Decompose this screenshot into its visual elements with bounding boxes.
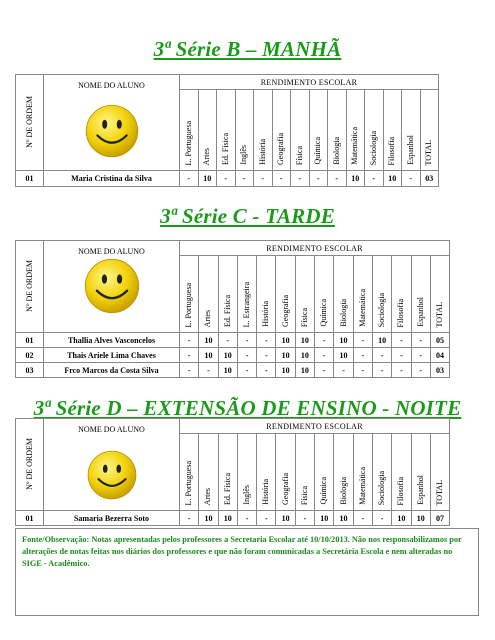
grade-cell: 10	[218, 363, 237, 378]
grade-cell: 10	[295, 363, 314, 378]
grade-cell: -	[218, 333, 237, 348]
subject-header: Química	[315, 256, 334, 333]
total-cell: 03	[430, 363, 449, 378]
grade-cell: -	[180, 363, 199, 378]
student-name: Thais Ariele Lima Chaves	[44, 348, 180, 363]
subject-header: Filosofia	[383, 90, 402, 171]
section-title: 3ª Série C - TARDE	[160, 204, 335, 228]
grade-cell: -	[353, 333, 372, 348]
grade-cell: 10	[295, 348, 314, 363]
grade-cell: -	[180, 333, 199, 348]
subject-header: História	[257, 434, 276, 511]
grade-cell: -	[353, 363, 372, 378]
subject-header: L. Portuguesa	[180, 434, 199, 511]
total-cell: 04	[430, 348, 449, 363]
grade-cell: -	[328, 171, 347, 187]
grade-cell: 10	[372, 333, 391, 348]
subject-header: Biologia	[334, 256, 353, 333]
grade-cell: 10	[276, 363, 295, 378]
student-name: Thallia Alves Vasconcelos	[44, 333, 180, 348]
subject-header: Sociologia	[365, 90, 384, 171]
subject-header: Biologia	[328, 90, 347, 171]
grade-cell: -	[315, 333, 334, 348]
subject-header: Sociologia	[372, 256, 391, 333]
grade-cell: -	[180, 511, 199, 526]
grade-cell: 10	[276, 333, 295, 348]
col-header-ordem: Nº DE ORDEM	[16, 419, 44, 511]
grade-cell: 10	[346, 171, 365, 187]
grade-cell: 10	[392, 511, 411, 526]
grade-cell: -	[309, 171, 328, 187]
table-row	[16, 171, 439, 187]
grades-table	[15, 74, 439, 187]
grade-cell: -	[411, 333, 430, 348]
subject-header: Inglês	[237, 434, 256, 511]
subject-header: Química	[309, 90, 328, 171]
grade-cell: -	[257, 333, 276, 348]
subject-header: Física	[291, 90, 310, 171]
row-number: 01	[16, 511, 44, 526]
grade-cell: -	[365, 171, 384, 187]
grades-table	[15, 240, 450, 378]
grade-cell: -	[237, 511, 256, 526]
grade-cell: -	[372, 511, 391, 526]
subject-header: Filosofia	[392, 256, 411, 333]
grade-table	[15, 240, 450, 378]
nome-label: NOME DO ALUNO	[78, 247, 145, 256]
grade-cell: -	[291, 171, 310, 187]
col-header-ordem: Nº DE ORDEM	[16, 241, 44, 333]
subject-header: TOTAL	[430, 434, 449, 511]
grade-cell: 10	[383, 171, 402, 187]
subject-header: História	[257, 256, 276, 333]
footer-note: Fonte/Observação: Notas apresentadas pelos professores a Secretaria Escolar até 10/10/2013. Não nos responsabilizamos por alterações de notas feitas nos diários dos professores e que não foram comunicadas a Secretária Escola e nem alteradas no SIGE - Acadêmico.	[15, 528, 479, 616]
grade-cell: -	[411, 363, 430, 378]
student-name: Frco Marcos da Costa Silva	[44, 363, 180, 378]
grade-cell: -	[372, 348, 391, 363]
grade-cell: 10	[218, 511, 237, 526]
subject-header: Espanhol	[411, 434, 430, 511]
grade-cell: 10	[218, 348, 237, 363]
total-cell: 05	[430, 333, 449, 348]
subject-header: Matemática	[353, 256, 372, 333]
table-row	[16, 511, 450, 526]
subject-header: Ed. Física	[218, 256, 237, 333]
grade-cell: 10	[334, 333, 353, 348]
grade-table	[15, 418, 450, 526]
row-number: 03	[16, 363, 44, 378]
subject-header: Física	[295, 434, 314, 511]
student-name: Samaria Bezerra Soto	[44, 511, 180, 526]
smiley-icon	[84, 103, 140, 161]
subject-header: Matemática	[346, 90, 365, 171]
grade-cell: -	[372, 363, 391, 378]
row-number: 02	[16, 348, 44, 363]
smiley-icon	[83, 257, 141, 317]
grade-cell: 10	[295, 333, 314, 348]
grade-cell: -	[217, 171, 236, 187]
grade-cell: -	[257, 348, 276, 363]
grade-cell: -	[315, 363, 334, 378]
nome-label: NOME DO ALUNO	[78, 425, 145, 434]
grade-cell: -	[392, 348, 411, 363]
grades-table	[15, 418, 450, 526]
subject-header: Sociologia	[372, 434, 391, 511]
subject-header: Química	[315, 434, 334, 511]
grade-cell: 10	[199, 333, 218, 348]
subject-header: Física	[295, 256, 314, 333]
grade-cell: 10	[199, 348, 218, 363]
grade-cell: -	[295, 511, 314, 526]
nome-label: NOME DO ALUNO	[78, 81, 145, 90]
col-header-nome	[44, 75, 180, 171]
table-row	[16, 348, 450, 363]
section-title: 3ª Série B – MANHÃ	[153, 37, 342, 61]
total-cell: 07	[430, 511, 449, 526]
rendimento-header: RENDIMENTO ESCOLAR	[180, 241, 450, 256]
smiley-icon	[86, 449, 138, 503]
grade-cell: -	[392, 333, 411, 348]
grade-cell: 10	[315, 511, 334, 526]
grade-cell: -	[353, 348, 372, 363]
subject-header: TOTAL	[420, 90, 439, 171]
grade-cell: 10	[199, 511, 218, 526]
section-title: 3ª Série D – EXTENSÃO DE ENSINO - NOITE	[33, 396, 462, 420]
grade-cell: -	[237, 333, 256, 348]
grade-table	[15, 74, 439, 187]
grade-cell: 10	[334, 511, 353, 526]
table-row	[16, 333, 450, 348]
table-row	[16, 363, 450, 378]
subject-header: Ed. Física	[218, 434, 237, 511]
subject-header: L. Estrangeira	[237, 256, 256, 333]
subject-header: Espanhol	[411, 256, 430, 333]
grade-cell: -	[199, 363, 218, 378]
grade-cell: -	[180, 171, 199, 187]
subject-header: Inglês	[235, 90, 254, 171]
row-number: 01	[16, 171, 44, 187]
grade-cell: -	[411, 348, 430, 363]
subject-header: Espanhol	[402, 90, 421, 171]
grade-cell: 10	[276, 511, 295, 526]
subject-header: TOTAL	[430, 256, 449, 333]
subject-header: Ed. Física	[217, 90, 236, 171]
grade-cell: -	[272, 171, 291, 187]
subject-header: Artes	[199, 256, 218, 333]
subject-header: L. Portuguesa	[180, 256, 199, 333]
grade-cell: -	[257, 363, 276, 378]
row-number: 01	[16, 333, 44, 348]
grade-cell: -	[315, 348, 334, 363]
grade-cell: -	[353, 511, 372, 526]
rendimento-header: RENDIMENTO ESCOLAR	[180, 75, 439, 90]
grade-cell: 10	[411, 511, 430, 526]
grade-cell: -	[402, 171, 421, 187]
grade-cell: -	[257, 511, 276, 526]
total-cell: 03	[420, 171, 439, 187]
rendimento-header: RENDIMENTO ESCOLAR	[180, 419, 450, 434]
subject-header: Matemática	[353, 434, 372, 511]
grade-cell: -	[334, 363, 353, 378]
subject-header: Filosofia	[392, 434, 411, 511]
grade-cell: -	[235, 171, 254, 187]
grade-cell: 10	[276, 348, 295, 363]
subject-header: Artes	[199, 434, 218, 511]
grade-cell: -	[392, 363, 411, 378]
subject-header: Geografia	[272, 90, 291, 171]
col-header-nome	[44, 419, 180, 511]
grade-cell: -	[180, 348, 199, 363]
student-name: Maria Cristina da Silva	[44, 171, 180, 187]
subject-header: Biologia	[334, 434, 353, 511]
subject-header: L. Portuguesa	[180, 90, 199, 171]
grade-cell: -	[254, 171, 273, 187]
subject-header: Geografia	[276, 434, 295, 511]
grade-cell: -	[237, 363, 256, 378]
grade-cell: -	[237, 348, 256, 363]
grade-cell: 10	[334, 348, 353, 363]
grade-cell: 10	[198, 171, 217, 187]
col-header-nome	[44, 241, 180, 333]
subject-header: Artes	[198, 90, 217, 171]
col-header-ordem: Nº DE ORDEM	[16, 75, 44, 171]
subject-header: Geografia	[276, 256, 295, 333]
subject-header: História	[254, 90, 273, 171]
